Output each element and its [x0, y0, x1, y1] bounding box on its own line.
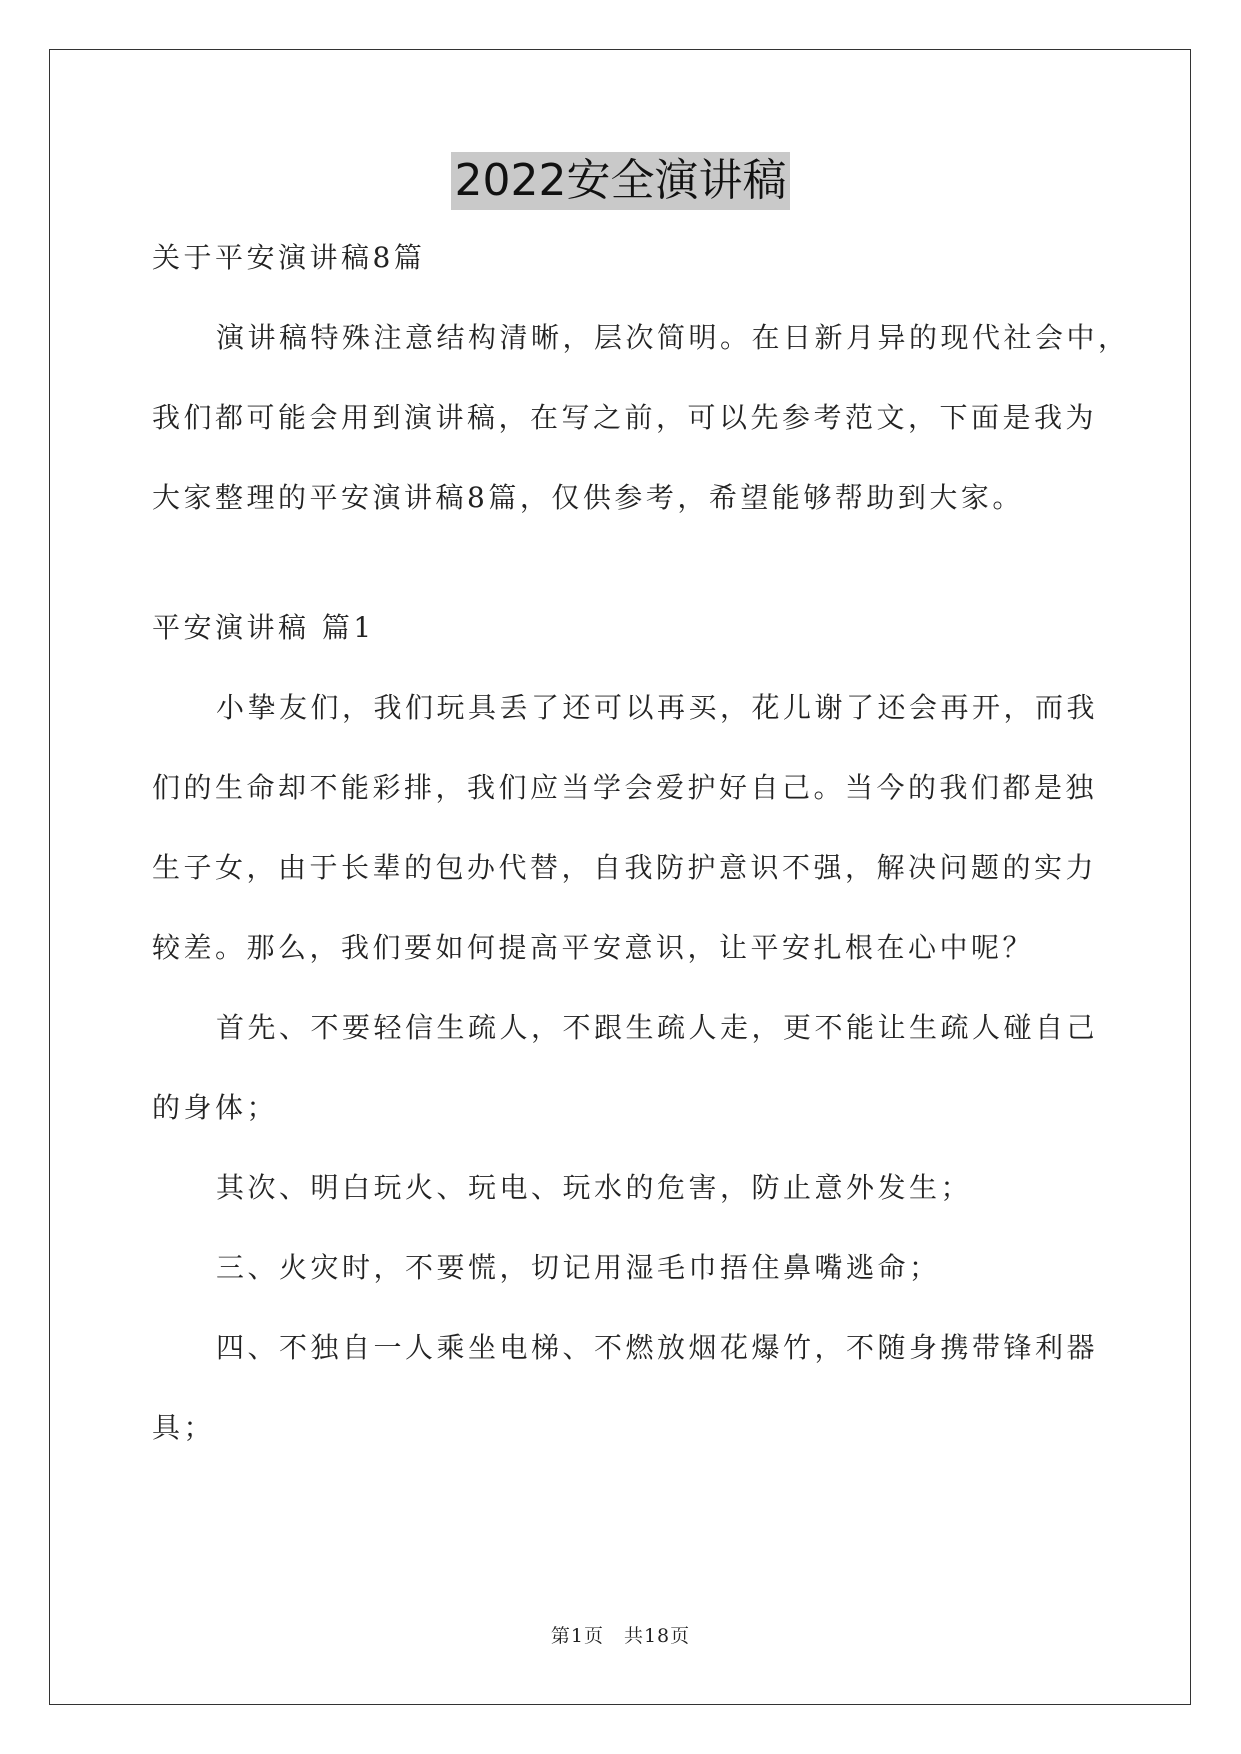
body-line-4: 较差。那么，我们要如何提高平安意识，让平安扎根在心中呢？	[152, 931, 1035, 964]
body-line-6: 的身体；	[152, 1091, 279, 1124]
page-indicator: 第1页 共18页	[550, 1625, 691, 1647]
section-heading: 平安演讲稿 篇1	[152, 611, 375, 644]
body-line-3: 生子女，由于长辈的包办代替，自我防护意识不强，解决问题的实力	[152, 851, 1098, 884]
body-line-8: 三、火灾时，不要慌，切记用湿毛巾捂住鼻嘴逃命；	[216, 1251, 941, 1284]
document-title: 2022安全演讲稿	[451, 152, 791, 210]
intro-line-2: 我们都可能会用到演讲稿，在写之前，可以先参考范文，下面是我为	[152, 401, 1098, 434]
body-line-10: 具；	[152, 1411, 216, 1444]
body-line-5: 首先、不要轻信生疏人，不跟生疏人走，更不能让生疏人碰自己	[216, 1011, 1099, 1044]
body-line-7: 其次、明白玩火、玩电、玩水的危害，防止意外发生；	[216, 1171, 973, 1204]
intro-line-3: 大家整理的平安演讲稿8篇，仅供参考，希望能够帮助到大家。	[152, 481, 1024, 514]
body-line-9: 四、不独自一人乘坐电梯、不燃放烟花爆竹，不随身携带锋利器	[216, 1331, 1099, 1364]
intro-line-1: 演讲稿特殊注意结构清晰，层次简明。在日新月异的现代社会中，	[216, 321, 1130, 354]
body-line-2: 们的生命却不能彩排，我们应当学会爱护好自己。当今的我们都是独	[152, 771, 1098, 804]
document-subtitle: 关于平安演讲稿8篇	[152, 241, 426, 274]
body-line-1: 小挚友们，我们玩具丢了还可以再买，花儿谢了还会再开，而我	[216, 691, 1099, 724]
title-container	[0, 152, 1241, 210]
